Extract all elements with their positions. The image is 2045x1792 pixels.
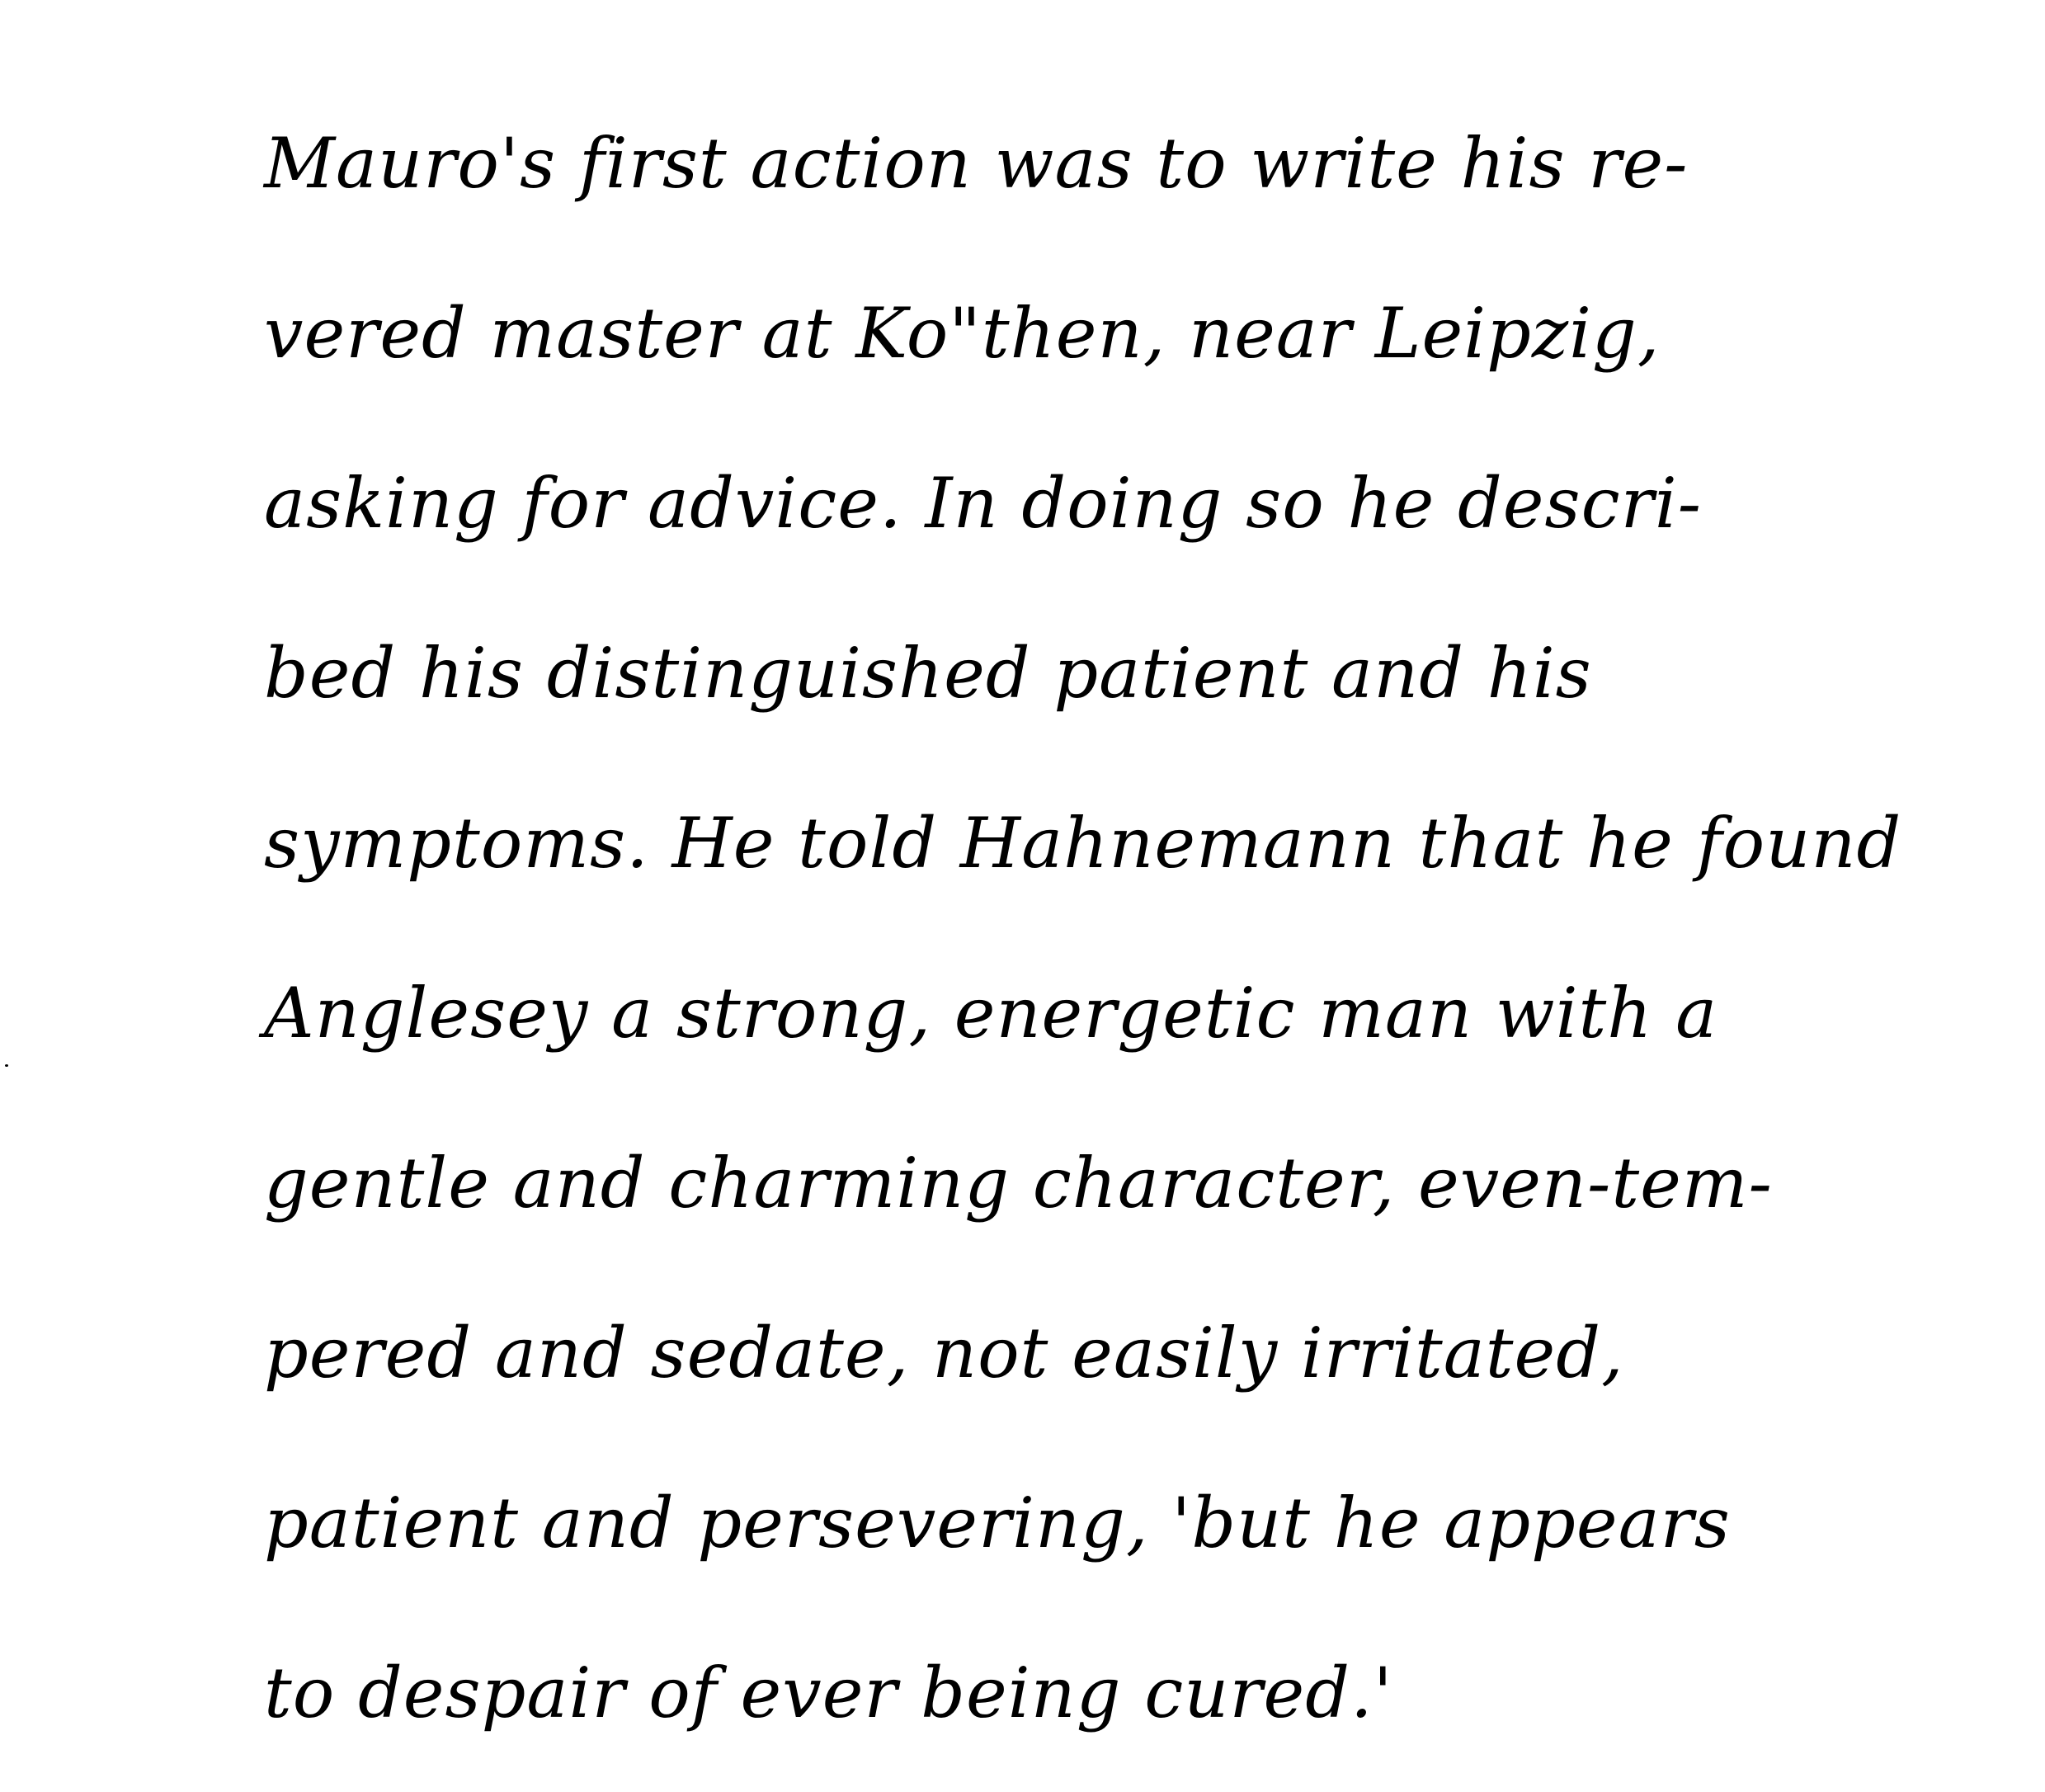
handwritten-line: bed his distinguished patient and his (264, 633, 1592, 714)
handwritten-line: asking for advice. In doing so he descri- (264, 463, 1703, 544)
handwritten-line: pered and sedate, not easily irritated, (264, 1313, 1624, 1394)
handwritten-line: gentle and charming character, even-tem- (264, 1143, 1773, 1224)
handwritten-line: vered master at Ko"then, near Leipzig, (264, 293, 1661, 374)
handwritten-line: Mauro's first action was to write his re- (264, 123, 1689, 204)
ink-speck (5, 1064, 8, 1067)
handwritten-line: symptoms. He told Hahnemann that he found (264, 803, 1902, 884)
handwritten-line: to despair of ever being cured.' (264, 1653, 1393, 1733)
handwritten-line: Anglesey a strong, energetic man with a (264, 973, 1718, 1054)
handwritten-text-block (264, 78, 1902, 1778)
handwritten-line: patient and persevering, 'but he appears (264, 1483, 1731, 1563)
